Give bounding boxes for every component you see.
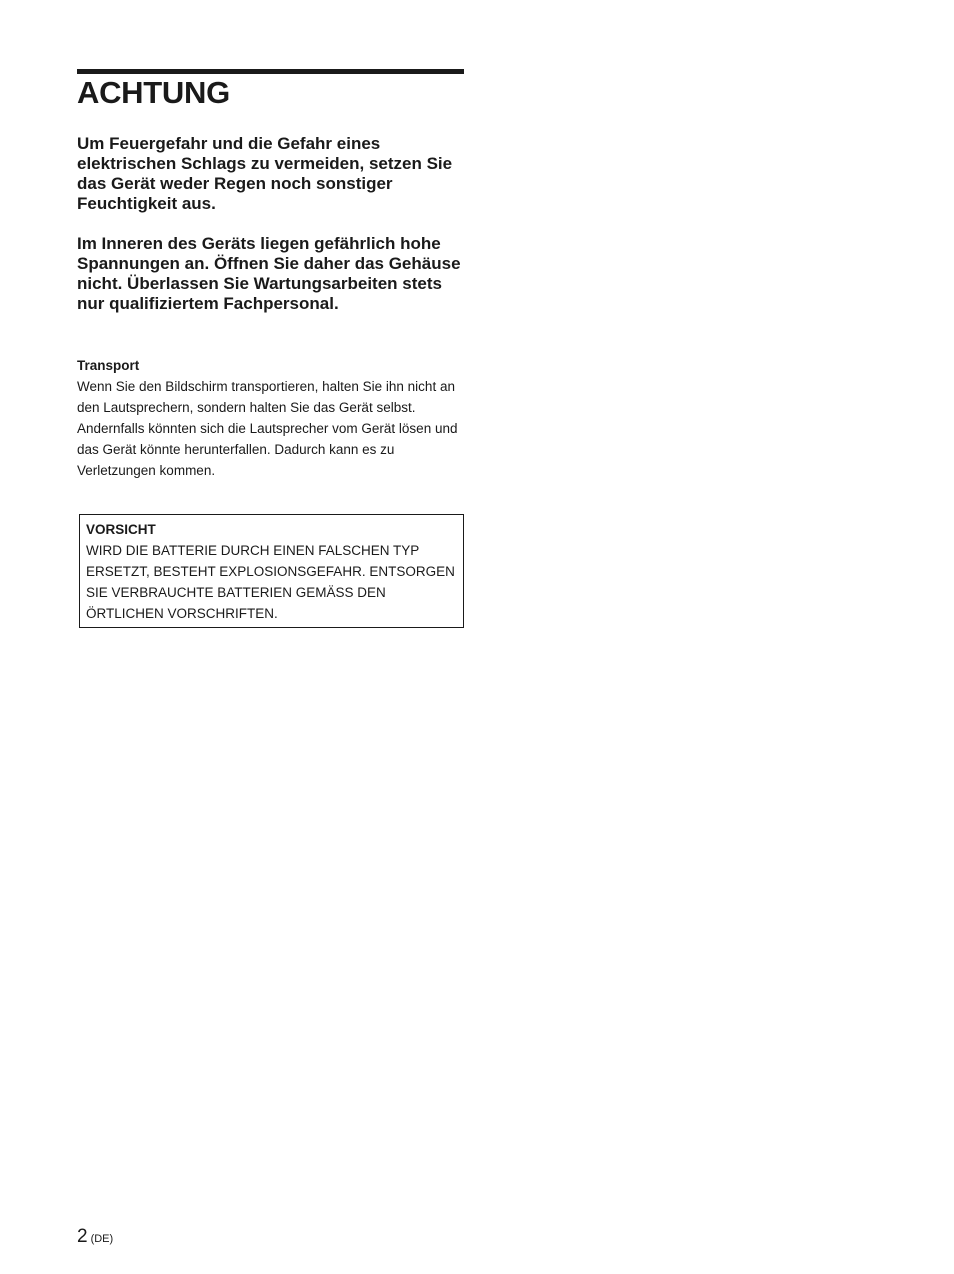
caution-heading: VORSICHT [86, 522, 156, 537]
transport-heading: Transport [77, 358, 140, 373]
page-footer [77, 1226, 113, 1250]
page-title: ACHTUNG [77, 75, 230, 110]
warning-paragraph-voltage: Im Inneren des Geräts liegen gefährlich hohe Spannungen an. Öffnen Sie daher das Gehäuse nicht. Überlassen Sie Wartungsarbeiten stets nur qualifiziertem Fachpersonal. [77, 234, 461, 313]
warning-paragraph-fire: Um Feuergefahr und die Gefahr eines elektrischen Schlags zu vermeiden, setzen Sie das Gerät weder Regen noch sonstiger Feuchtigkeit aus. [77, 134, 453, 213]
caution-box [79, 514, 464, 628]
transport-body: Wenn Sie den Bildschirm transportieren, halten Sie ihn nicht an den Lautsprechern, sondern halten Sie das Gerät selbst. Andernfalls könnten sich die Lautsprecher vom Gerät lösen und das Gerät könnte herunterfallen. Dadurch kann es zu Verletzungen kommen. [77, 379, 458, 478]
page-number: 2 [77, 1226, 88, 1247]
caution-body: WIRD DIE BATTERIE DURCH EINEN FALSCHEN TYP ERSETZT, BESTEHT EXPLOSIONSGEFAHR. ENTSORGEN SIE VERBRAUCHTE BATTERIEN GEMÄSS DEN ÖRTLICHEN VORSCHRIFTEN. [86, 543, 455, 621]
page-language-label: (DE) [90, 1233, 114, 1245]
